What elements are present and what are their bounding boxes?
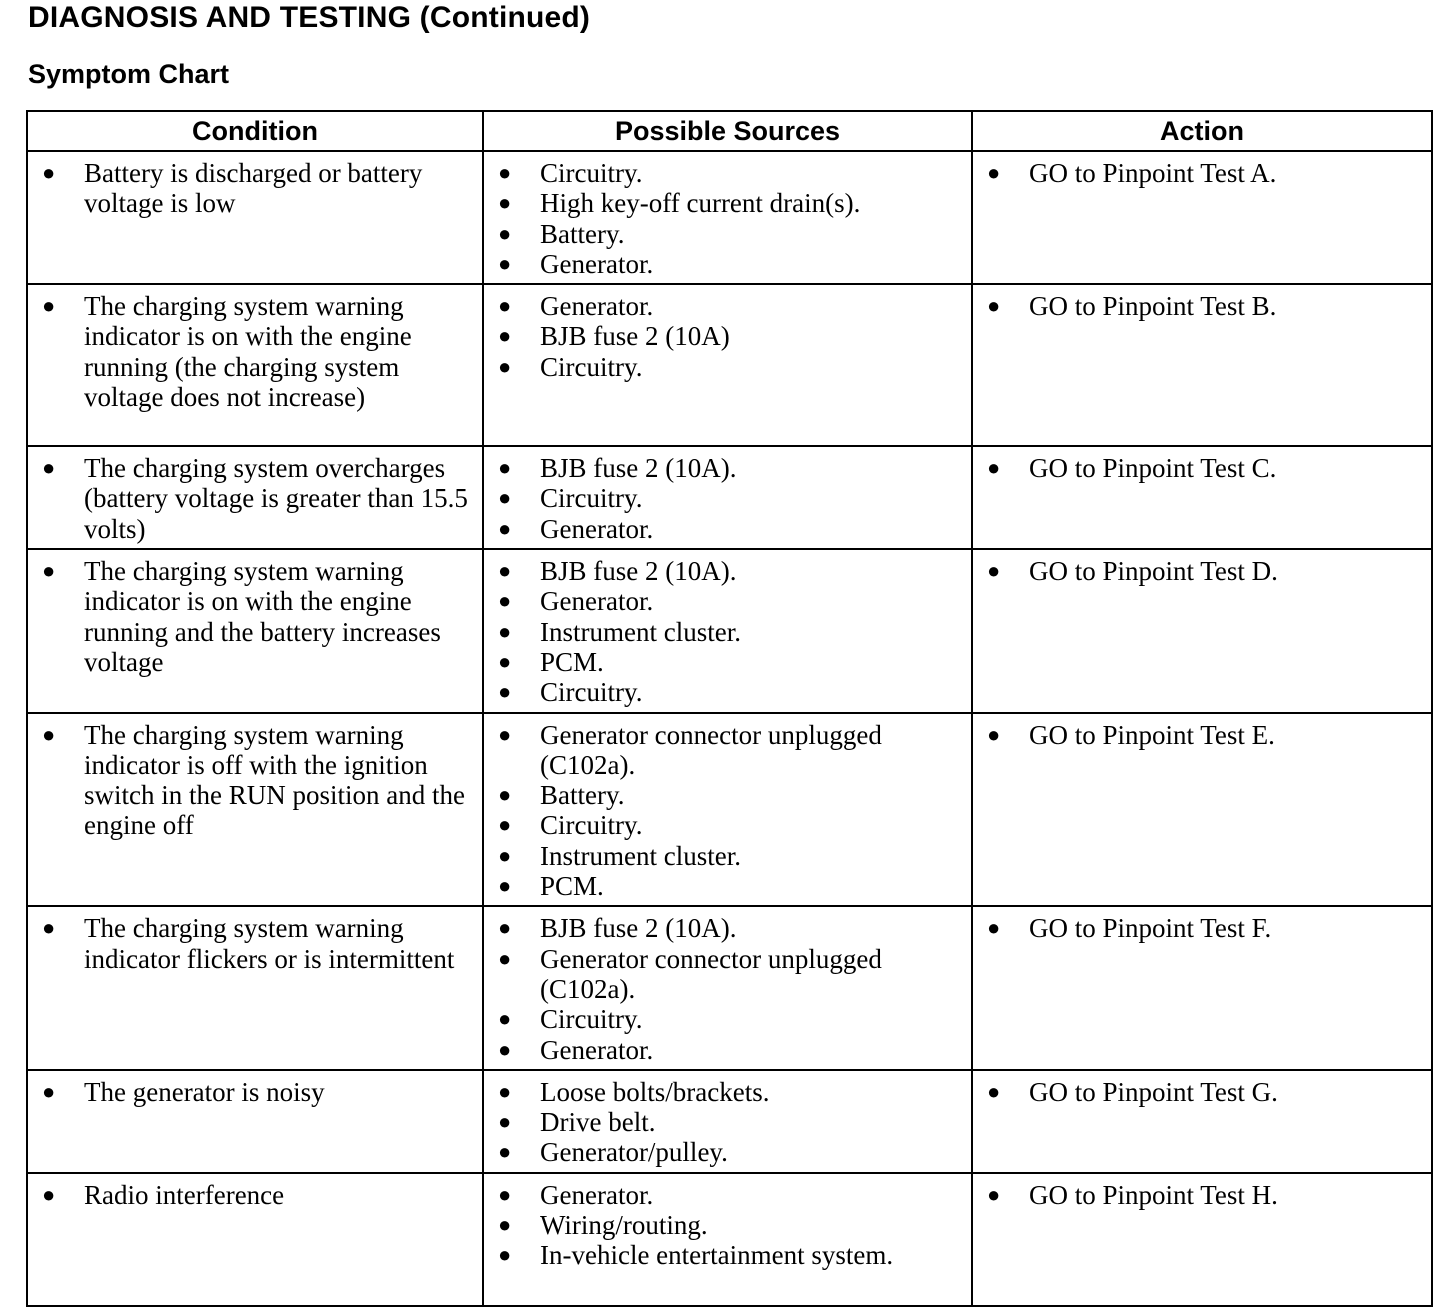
bullet-icon: ● xyxy=(42,160,56,185)
bullet-icon: ● xyxy=(498,1242,512,1268)
source-text: PCM. xyxy=(540,871,604,902)
source-text: BJB fuse 2 (10A). xyxy=(540,453,737,484)
source-text: Generator connector unplugged (C102a). xyxy=(540,719,882,780)
action-text: GO to Pinpoint Test C. xyxy=(1029,453,1277,484)
source-text: High key-off current drain(s). xyxy=(540,188,861,219)
source-text: Wiring/routing. xyxy=(540,1210,708,1241)
list-item xyxy=(34,291,476,412)
bullet-icon: ● xyxy=(42,915,56,941)
list-item xyxy=(490,647,965,677)
list-item xyxy=(490,780,965,810)
source-text: Generator. xyxy=(540,291,654,322)
table-row xyxy=(27,906,1432,1069)
list-item xyxy=(979,158,1425,188)
condition-text: The charging system warning indicator is on with the engine running (the charging system voltage does not increase) xyxy=(84,291,412,413)
table-row xyxy=(27,446,1432,549)
source-text: Circuitry. xyxy=(540,483,643,514)
action-text: GO to Pinpoint Test E. xyxy=(1029,719,1275,750)
sources-cell xyxy=(483,906,972,1069)
list-item xyxy=(490,514,965,544)
list-item xyxy=(490,158,965,188)
bullet-icon: ● xyxy=(498,250,512,276)
list-item xyxy=(490,677,965,707)
action-cell xyxy=(972,151,1432,284)
list-item xyxy=(490,1240,965,1270)
column-header-condition: Condition xyxy=(27,111,483,151)
condition-text: The charging system warning indicator is off with the ignition switch in the RUN position and the engine off xyxy=(84,719,465,841)
list-item xyxy=(490,1107,965,1137)
condition-text: The charging system overcharges (battery voltage is greater than 15.5 volts) xyxy=(84,453,468,544)
source-text: Generator. xyxy=(540,1179,654,1210)
list-item xyxy=(490,1035,965,1065)
list-item xyxy=(490,913,965,943)
list-item xyxy=(490,483,965,513)
bullet-icon: ● xyxy=(498,160,512,185)
table-row xyxy=(27,1070,1432,1173)
action-text: GO to Pinpoint Test G. xyxy=(1029,1076,1278,1107)
sources-cell xyxy=(483,151,972,284)
source-text: In-vehicle entertainment system. xyxy=(540,1240,894,1271)
bullet-icon: ● xyxy=(498,721,512,747)
action-text: GO to Pinpoint Test F. xyxy=(1029,913,1272,944)
bullet-icon: ● xyxy=(42,293,56,319)
table-header-row xyxy=(27,111,1432,151)
source-text: Generator. xyxy=(540,513,654,544)
source-text: BJB fuse 2 (10A) xyxy=(540,321,730,352)
action-cell xyxy=(972,906,1432,1069)
column-header-action: Action xyxy=(972,111,1432,151)
sources-cell xyxy=(483,284,972,446)
bullet-icon: ● xyxy=(498,1181,512,1207)
bullet-icon: ● xyxy=(498,515,512,541)
table-row xyxy=(27,1173,1432,1306)
column-header-possible-sources: Possible Sources xyxy=(483,111,972,151)
source-text: Instrument cluster. xyxy=(540,616,741,647)
condition-cell xyxy=(27,1173,483,1306)
action-text: GO to Pinpoint Test H. xyxy=(1029,1179,1278,1210)
condition-text: The generator is noisy xyxy=(84,1076,325,1107)
bullet-icon: ● xyxy=(987,293,1001,319)
list-item xyxy=(490,841,965,871)
bullet-icon: ● xyxy=(498,1006,512,1032)
action-cell xyxy=(972,549,1432,712)
table-row xyxy=(27,151,1432,284)
bullet-icon: ● xyxy=(498,1078,512,1104)
list-item xyxy=(490,1180,965,1210)
condition-cell xyxy=(27,151,483,284)
symptom-chart-table xyxy=(26,110,1433,1307)
action-cell xyxy=(972,1173,1432,1306)
source-text: BJB fuse 2 (10A). xyxy=(540,913,737,944)
list-item xyxy=(490,1210,965,1240)
source-text: Drive belt. xyxy=(540,1107,656,1138)
condition-text: Battery is discharged or battery voltage is low xyxy=(84,158,423,219)
table-row xyxy=(27,284,1432,446)
bullet-icon: ● xyxy=(498,558,512,584)
source-text: PCM. xyxy=(540,646,604,677)
condition-cell xyxy=(27,284,483,446)
bullet-icon: ● xyxy=(498,915,512,941)
bullet-icon: ● xyxy=(498,679,512,705)
bullet-icon: ● xyxy=(498,842,512,868)
source-text: BJB fuse 2 (10A). xyxy=(540,556,737,587)
bullet-icon: ● xyxy=(987,558,1001,584)
bullet-icon: ● xyxy=(498,485,512,511)
bullet-icon: ● xyxy=(498,782,512,808)
bullet-icon: ● xyxy=(498,353,512,379)
bullet-icon: ● xyxy=(42,1078,56,1104)
bullet-icon: ● xyxy=(42,558,56,584)
source-text: Circuitry. xyxy=(540,677,643,708)
condition-text: The charging system warning indicator is on with the engine running and the battery increases voltage xyxy=(84,556,441,677)
bullet-icon: ● xyxy=(498,190,512,216)
bullet-icon: ● xyxy=(498,1109,512,1135)
list-item xyxy=(490,1004,965,1034)
action-text: GO to Pinpoint Test D. xyxy=(1029,556,1278,587)
condition-cell xyxy=(27,446,483,549)
source-text: Circuitry. xyxy=(540,158,643,188)
bullet-icon: ● xyxy=(498,1212,512,1238)
table-row xyxy=(27,713,1432,907)
source-text: Generator. xyxy=(540,248,654,279)
list-item xyxy=(979,913,1425,943)
list-item xyxy=(34,1077,476,1107)
sources-cell xyxy=(483,1070,972,1173)
list-item xyxy=(34,1180,476,1210)
bullet-icon: ● xyxy=(987,1181,1001,1207)
bullet-icon: ● xyxy=(498,588,512,614)
list-item xyxy=(34,158,476,219)
action-cell xyxy=(972,446,1432,549)
source-text: Circuitry. xyxy=(540,1004,643,1035)
bullet-icon: ● xyxy=(498,945,512,971)
condition-text: Radio interference xyxy=(84,1179,285,1210)
bullet-icon: ● xyxy=(498,648,512,674)
list-item xyxy=(34,453,476,544)
list-item xyxy=(979,1077,1425,1107)
list-item xyxy=(979,556,1425,586)
source-text: Circuitry. xyxy=(540,351,643,382)
list-item xyxy=(34,913,476,974)
bullet-icon: ● xyxy=(498,455,512,481)
action-text: GO to Pinpoint Test B. xyxy=(1029,291,1277,322)
list-item xyxy=(490,352,965,382)
bullet-icon: ● xyxy=(498,873,512,899)
list-item xyxy=(490,249,965,279)
list-item xyxy=(490,1077,965,1107)
section-title: Symptom Chart xyxy=(28,59,230,89)
source-text: Generator connector unplugged (C102a). xyxy=(540,943,882,1004)
sources-cell xyxy=(483,446,972,549)
bullet-icon: ● xyxy=(498,293,512,319)
bullet-icon: ● xyxy=(498,1139,512,1165)
bullet-icon: ● xyxy=(987,721,1001,747)
sources-cell xyxy=(483,549,972,712)
source-text: Generator. xyxy=(540,586,654,617)
source-text: Loose bolts/brackets. xyxy=(540,1076,770,1107)
bullet-icon: ● xyxy=(498,220,512,246)
source-text: Battery. xyxy=(540,780,625,811)
condition-cell xyxy=(27,549,483,712)
source-text: Instrument cluster. xyxy=(540,840,741,871)
bullet-icon: ● xyxy=(498,618,512,644)
page-title: DIAGNOSIS AND TESTING (Continued) xyxy=(28,1,591,34)
list-item xyxy=(979,291,1425,321)
action-cell xyxy=(972,284,1432,446)
list-item xyxy=(34,720,476,841)
list-item xyxy=(490,944,965,1005)
list-item xyxy=(34,556,476,677)
source-text: Battery. xyxy=(540,218,625,249)
bullet-icon: ● xyxy=(987,1078,1001,1104)
condition-cell xyxy=(27,1070,483,1173)
action-text: GO to Pinpoint Test A. xyxy=(1029,158,1277,188)
bullet-icon: ● xyxy=(42,721,56,747)
source-text: Circuitry. xyxy=(540,810,643,841)
list-item xyxy=(490,720,965,781)
bullet-icon: ● xyxy=(498,1036,512,1062)
bullet-icon: ● xyxy=(498,323,512,349)
bullet-icon: ● xyxy=(498,812,512,838)
bullet-icon: ● xyxy=(42,455,56,481)
action-cell xyxy=(972,1070,1432,1173)
list-item xyxy=(490,1137,965,1167)
bullet-icon: ● xyxy=(987,455,1001,481)
list-item xyxy=(979,453,1425,483)
list-item xyxy=(490,188,965,218)
list-item xyxy=(490,556,965,586)
list-item xyxy=(490,291,965,321)
list-item xyxy=(490,586,965,616)
list-item xyxy=(979,1180,1425,1210)
list-item xyxy=(490,617,965,647)
list-item xyxy=(490,321,965,351)
source-text: Generator. xyxy=(540,1034,654,1065)
source-text: Generator/pulley. xyxy=(540,1137,728,1168)
table-row xyxy=(27,549,1432,712)
bullet-icon: ● xyxy=(987,915,1001,941)
list-item xyxy=(490,810,965,840)
action-cell xyxy=(972,713,1432,907)
sources-cell xyxy=(483,713,972,907)
bullet-icon: ● xyxy=(42,1181,56,1207)
sources-cell xyxy=(483,1173,972,1306)
condition-cell xyxy=(27,713,483,907)
condition-cell xyxy=(27,906,483,1069)
list-item xyxy=(979,720,1425,750)
list-item xyxy=(490,453,965,483)
list-item xyxy=(490,219,965,249)
condition-text: The charging system warning indicator flickers or is intermittent xyxy=(84,913,455,974)
list-item xyxy=(490,871,965,901)
bullet-icon: ● xyxy=(987,160,1001,185)
